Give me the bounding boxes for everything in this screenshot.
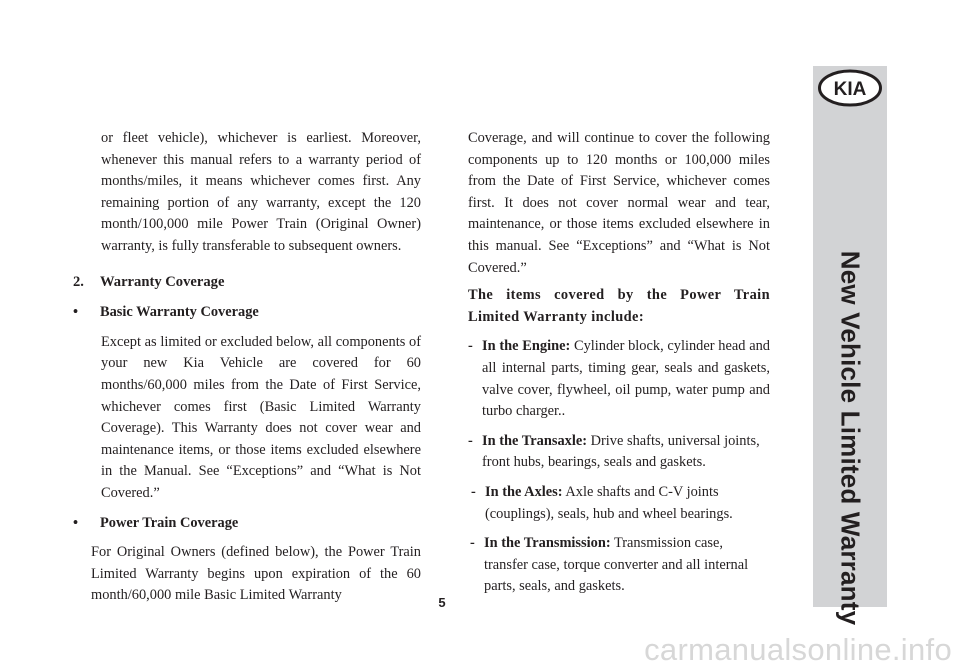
dash-marker: - (468, 338, 473, 355)
covered-item-axles (468, 482, 770, 525)
power-train-heading (73, 513, 421, 535)
item-text: Transmission case, transfer case, torque converter and all internal parts, seals, and gaskets. (484, 535, 749, 595)
section-heading (73, 272, 421, 294)
section-sidebar (813, 66, 887, 626)
section-number: 2. (73, 273, 84, 290)
section-title: Warranty Coverage (100, 273, 225, 290)
basic-coverage-heading (73, 302, 421, 324)
covered-item-engine (468, 336, 770, 422)
watermark-text: carmanualsonline.info (644, 632, 952, 667)
covered-item-transaxle (468, 431, 770, 474)
kia-logo-icon (817, 68, 883, 108)
bullet-icon: • (73, 304, 79, 321)
section-title-vertical: New Vehicle Limited Warranty (835, 250, 866, 626)
page-number: 5 (438, 595, 446, 610)
power-train-body: For Original Owners (defined below), the Power Train Limited Warranty begins upon expiration of the 60 month/60,000 mile Basic Limited Warranty (91, 544, 421, 604)
item-text: Drive shafts, universal joints, front hubs, bearings, seals and gaskets. (482, 432, 760, 471)
basic-coverage-body: Except as limited or excluded below, all components of your new Kia Vehicle are covered for 60 months/60,000 miles from the Date of First Service, whichever comes first (Basic Limited Warranty Coverage). This Warranty does not cover wear and maintenance items, or those items excluded elsewhere in the Manual. See “Exceptions” and “What is Not Covered.” (101, 333, 421, 501)
power-train-title: Power Train Coverage (100, 514, 239, 531)
left-column (73, 128, 421, 607)
dash-marker: - (470, 535, 475, 552)
dash-marker: - (468, 432, 473, 449)
item-label: In the Transmission: (484, 535, 611, 552)
logo-text: KIA (833, 79, 867, 100)
item-label: In the Transaxle: (482, 432, 588, 449)
intro-paragraph: or fleet vehicle), whichever is earliest. Moreover, whenever this manual refers to a warranty period of months/miles, it means whichever comes first. Any remaining portion of any warranty, except the 120 month/100,000 mile Power Train (Original Owner) warranty, is fully transferable to subsequent owners. (101, 130, 421, 254)
bullet-icon: • (73, 514, 79, 531)
right-column (468, 128, 770, 598)
items-intro: The items covered by the Power Train Limited Warranty include: (468, 287, 770, 325)
item-label: In the Axles: (485, 483, 563, 500)
item-label: In the Engine: (482, 338, 571, 355)
dash-marker: - (471, 483, 476, 500)
item-text: Axle shafts and C-V joints (couplings), seals, hub and wheel bearings. (485, 483, 733, 522)
basic-coverage-title: Basic Warranty Coverage (100, 304, 259, 321)
item-text: Cylinder block, cylinder head and all internal parts, timing gear, seals and gaskets, valve cover, flywheel, oil pump, water pump and turbo charger.. (482, 338, 770, 420)
covered-item-transmission (468, 533, 770, 598)
continuation-paragraph: Coverage, and will continue to cover the following components up to 120 months or 100,000 miles from the Date of First Service, whichever comes first. It does not cover normal wear and tear, maintenance, or those items excluded elsewhere in this manual. See “Exceptions” and “What is Not Covered.” (468, 130, 770, 276)
